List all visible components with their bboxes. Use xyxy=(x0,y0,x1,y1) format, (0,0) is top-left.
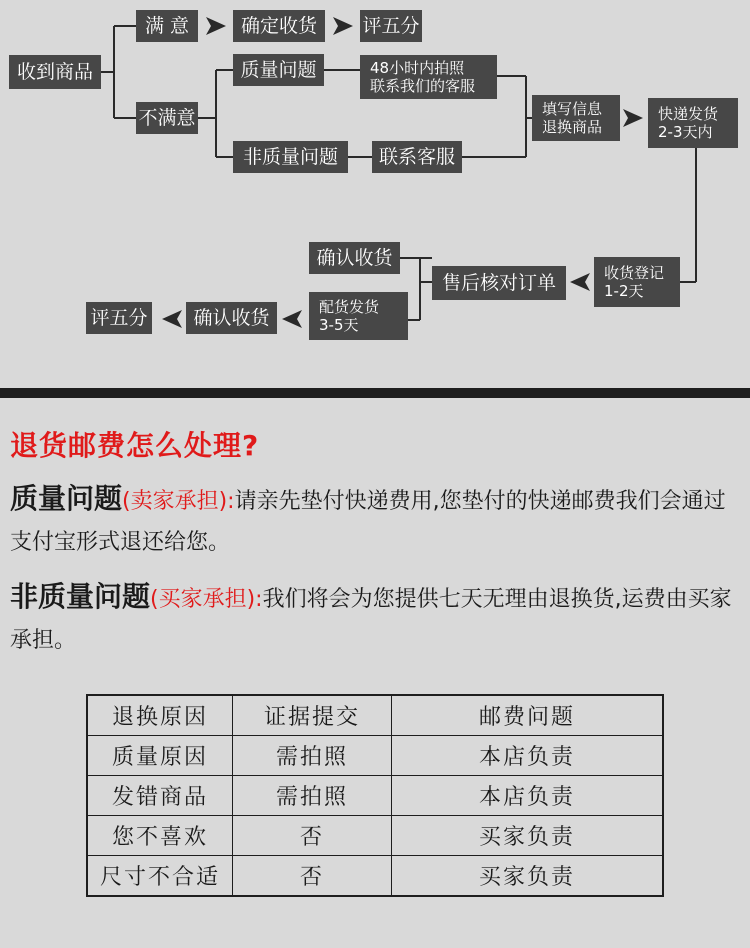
non-quality-text: 我们将会为您提供七天无理由退换货,运费由买家承担。 xyxy=(10,587,732,653)
confirm-receipt-top-box: 确定收货 xyxy=(233,10,325,42)
table-cell: 买家负责 xyxy=(392,856,664,897)
satisfied-box: 满 意 xyxy=(136,10,198,42)
return-policy-table xyxy=(86,694,664,897)
non-quality-paragraph xyxy=(10,576,740,661)
header-cell: 证据提交 xyxy=(233,695,392,736)
table-row xyxy=(87,856,663,897)
unsatisfied-box: 不满意 xyxy=(136,102,198,134)
quality-issue-box: 质量问题 xyxy=(233,54,324,86)
table-cell: 本店负责 xyxy=(392,776,664,816)
photo-contact-line1: 48小时内拍照 xyxy=(370,59,465,77)
receipt-register-line2: 1-2天 xyxy=(604,282,644,300)
after-sales-check-box: 售后核对订单 xyxy=(432,266,566,300)
table-row xyxy=(87,776,663,816)
table-cell: 发错商品 xyxy=(87,776,233,816)
non-quality-responsible: (买家承担): xyxy=(150,587,263,612)
table-cell: 需拍照 xyxy=(233,776,392,816)
photo-contact-line2: 联系我们的客服 xyxy=(370,77,476,95)
table-header-row xyxy=(87,695,663,736)
quality-heading: 质量问题 xyxy=(10,482,123,515)
table-cell: 本店负责 xyxy=(392,736,664,776)
express-ship-box xyxy=(648,98,738,148)
rate-five-bottom-box: 评五分 xyxy=(86,302,152,334)
quality-text: 请亲先垫付快递费用,您垫付的快递邮费我们会通过支付宝形式退还给您。 xyxy=(10,489,726,555)
confirm-receipt-bottom-box: 确认收货 xyxy=(186,302,277,334)
rate-five-top-box: 评五分 xyxy=(360,10,422,42)
table-cell: 否 xyxy=(233,856,392,897)
express-ship-line1: 快递发货 xyxy=(658,105,719,123)
express-ship-line2: 2-3天内 xyxy=(658,123,713,141)
photo-contact-box xyxy=(360,55,497,99)
fill-info-box xyxy=(532,95,620,141)
non-quality-heading: 非质量问题 xyxy=(10,580,151,613)
quality-responsible: (卖家承担): xyxy=(122,489,235,514)
header-cell: 退换原因 xyxy=(87,695,233,736)
ship-goods-line1: 配货发货 xyxy=(319,298,380,316)
confirm-receipt-mid-box: 确认收货 xyxy=(309,242,400,274)
table-cell: 买家负责 xyxy=(392,816,664,856)
ship-goods-line2: 3-5天 xyxy=(319,316,359,334)
table-cell: 否 xyxy=(233,816,392,856)
received-goods-box: 收到商品 xyxy=(9,55,101,89)
section-divider xyxy=(0,388,750,398)
receipt-register-box xyxy=(594,257,680,307)
quality-paragraph xyxy=(10,478,740,563)
table-row xyxy=(87,736,663,776)
table-cell: 质量原因 xyxy=(87,736,233,776)
fill-info-line2: 退换商品 xyxy=(542,118,603,136)
non-quality-issue-box: 非质量问题 xyxy=(233,141,348,173)
table-row xyxy=(87,816,663,856)
fill-info-line1: 填写信息 xyxy=(542,100,603,118)
receipt-register-line1: 收货登记 xyxy=(604,264,665,282)
header-cell: 邮费问题 xyxy=(392,695,664,736)
ship-goods-box xyxy=(309,292,408,340)
table-cell: 您不喜欢 xyxy=(87,816,233,856)
table-cell: 尺寸不合适 xyxy=(87,856,233,897)
shipping-question-title: 退货邮费怎么处理? xyxy=(10,429,260,462)
contact-service-box: 联系客服 xyxy=(372,141,462,173)
return-flowchart xyxy=(0,0,750,370)
table-cell: 需拍照 xyxy=(233,736,392,776)
